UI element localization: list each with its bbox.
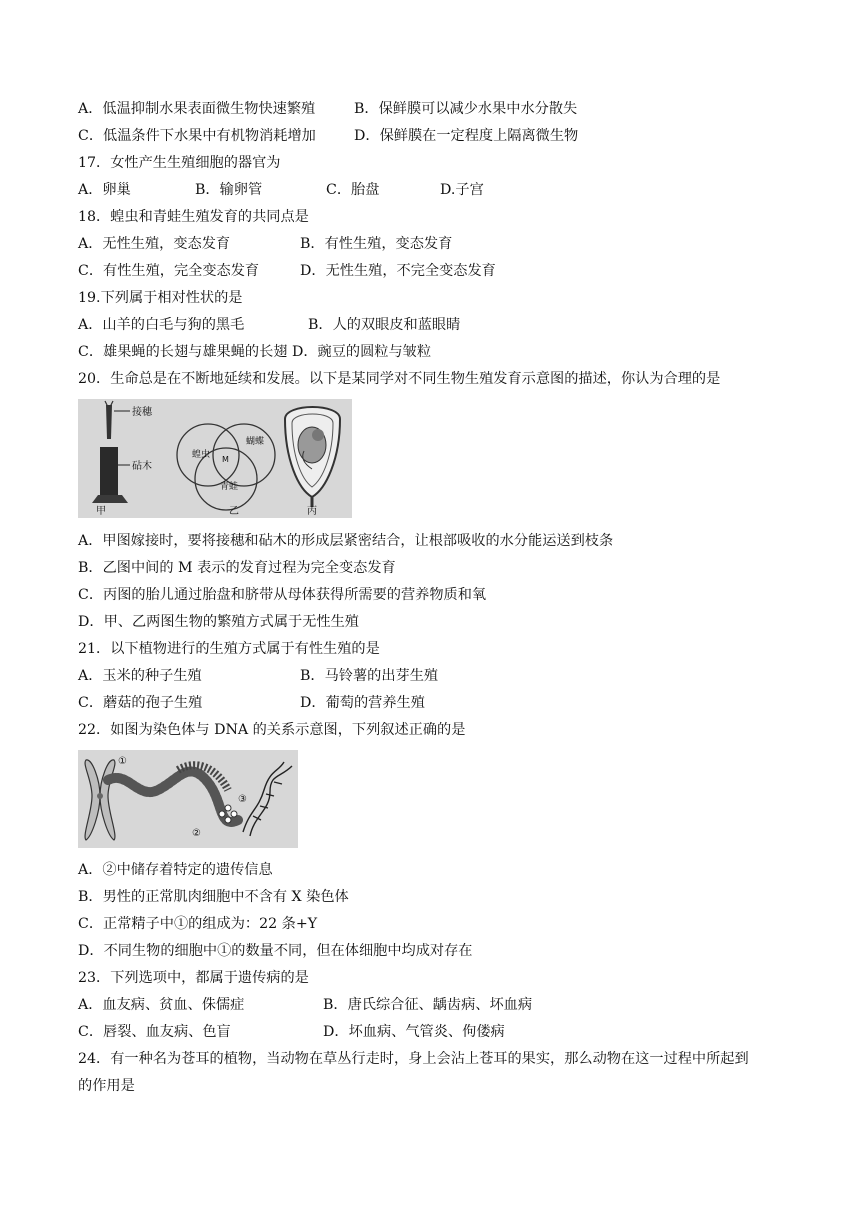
grafting-diagram: [92, 401, 153, 517]
frog-label: 青蛙: [220, 482, 239, 492]
q23-option-a: A．血友病、贫血、侏儒症: [78, 997, 245, 1013]
m-label: M: [222, 455, 229, 464]
yi-label: 乙: [229, 506, 239, 517]
q18-option-d: D．无性生殖，不完全变态发育: [300, 263, 496, 279]
q23-stem: 23．下列选项中，都属于遗传病的是: [78, 970, 309, 986]
q21-option-d: D．葡萄的营养生殖: [300, 695, 425, 711]
q20-option-c: C．丙图的胎儿通过胎盘和脐带从母体获得所需要的营养物质和氧: [78, 587, 487, 603]
q19-option-cd: C．雄果蝇的长翅与雄果蝇的长翅 D．豌豆的圆粒与皱粒: [78, 344, 432, 360]
reproduction-figure: [78, 399, 352, 518]
q17-option-d: D.子宫: [440, 182, 484, 198]
q24-stem-line2: 的作用是: [78, 1078, 135, 1094]
q16-option-c: C．低温条件下水果中有机物消耗增加: [78, 128, 316, 144]
q19-stem: 19.下列属于相对性状的是: [78, 290, 243, 306]
bing-label: 丙: [307, 506, 317, 517]
q22-option-c: C．正常精子中①的组成为：22 条+Y: [78, 916, 318, 932]
marker-1: ①: [118, 756, 127, 767]
q16-option-b: B．保鲜膜可以减少水果中水分散失: [354, 101, 578, 117]
q23-option-b: B．唐氏综合征、龋齿病、坏血病: [323, 997, 533, 1013]
q20-option-b: B．乙图中间的 M 表示的发育过程为完全变态发育: [78, 560, 396, 576]
q17-option-b: B．输卵管: [195, 182, 263, 198]
q17-stem: 17．女性产生生殖细胞的器官为: [78, 155, 281, 171]
q17-option-a: A．卵巢: [78, 182, 131, 198]
q19-option-b: B．人的双眼皮和蓝眼睛: [308, 317, 461, 333]
chromosome-dna-figure: [78, 750, 298, 848]
q21-option-c: C．蘑菇的孢子生殖: [78, 695, 203, 711]
q19-option-a: A．山羊的白毛与狗的黑毛: [78, 317, 245, 333]
q18-option-b: B．有性生殖，变态发育: [300, 236, 453, 252]
q20-option-a: A．甲图嫁接时，要将接穗和砧木的形成层紧密结合，让根部吸收的水分能运送到枝条: [78, 533, 614, 549]
q22-option-b: B．男性的正常肌肉细胞中不含有 X 染色体: [78, 889, 349, 905]
q18-stem: 18．蝗虫和青蛙生殖发育的共同点是: [78, 209, 309, 225]
q23-option-d: D．坏血病、气管炎、佝偻病: [323, 1024, 505, 1040]
q22-option-a: A．②中储存着特定的遗传信息: [78, 862, 273, 878]
q18-option-c: C．有性生殖，完全变态发育: [78, 263, 260, 279]
q23-option-c: C．唇裂、血友病、色盲: [78, 1024, 231, 1040]
q20-option-d: D．甲、乙两图生物的繁殖方式属于无性生殖: [78, 614, 359, 630]
coiled-strand: [108, 771, 238, 822]
q20-stem: 20．生命总是在不断地延续和发展。以下是某同学对不同生物生殖发育示意图的描述，你认为合理的是: [78, 371, 721, 387]
q21-option-a: A．玉米的种子生殖: [78, 668, 202, 684]
q24-stem-line1: 24．有一种名为苍耳的植物，当动物在草丛行走时，身上会沾上苍耳的果实，那么动物在这一过程中所起到: [78, 1051, 749, 1067]
stock-label: 砧木: [132, 461, 152, 472]
q18-option-a: A．无性生殖，变态发育: [78, 236, 231, 252]
q22-option-d: D．不同生物的细胞中①的数量不同，但在体细胞中均成对存在: [78, 943, 473, 959]
q21-stem: 21．以下植物进行的生殖方式属于有性生殖的是: [78, 641, 380, 657]
q17-option-c: C．胎盘: [326, 182, 380, 198]
chromosome-drawing: [85, 760, 115, 840]
q16-option-a: A．低温抑制水果表面微生物快速繁殖: [78, 101, 316, 117]
butterfly-label: 蝴蝶: [246, 437, 265, 447]
dna-double-helix: [243, 762, 292, 836]
scion-label: 接穗: [132, 407, 152, 418]
jia-label: 甲: [96, 506, 106, 517]
q22-stem: 22．如图为染色体与 DNA 的关系示意图，下列叙述正确的是: [78, 722, 466, 738]
marker-2: ②: [192, 828, 201, 839]
marker-3: ③: [238, 794, 247, 805]
q16-option-d: D．保鲜膜在一定程度上隔离微生物: [354, 128, 579, 144]
q21-option-b: B．马铃薯的出芽生殖: [300, 668, 439, 684]
locust-label: 蝗虫: [192, 450, 211, 460]
uterus-diagram: [285, 407, 340, 507]
